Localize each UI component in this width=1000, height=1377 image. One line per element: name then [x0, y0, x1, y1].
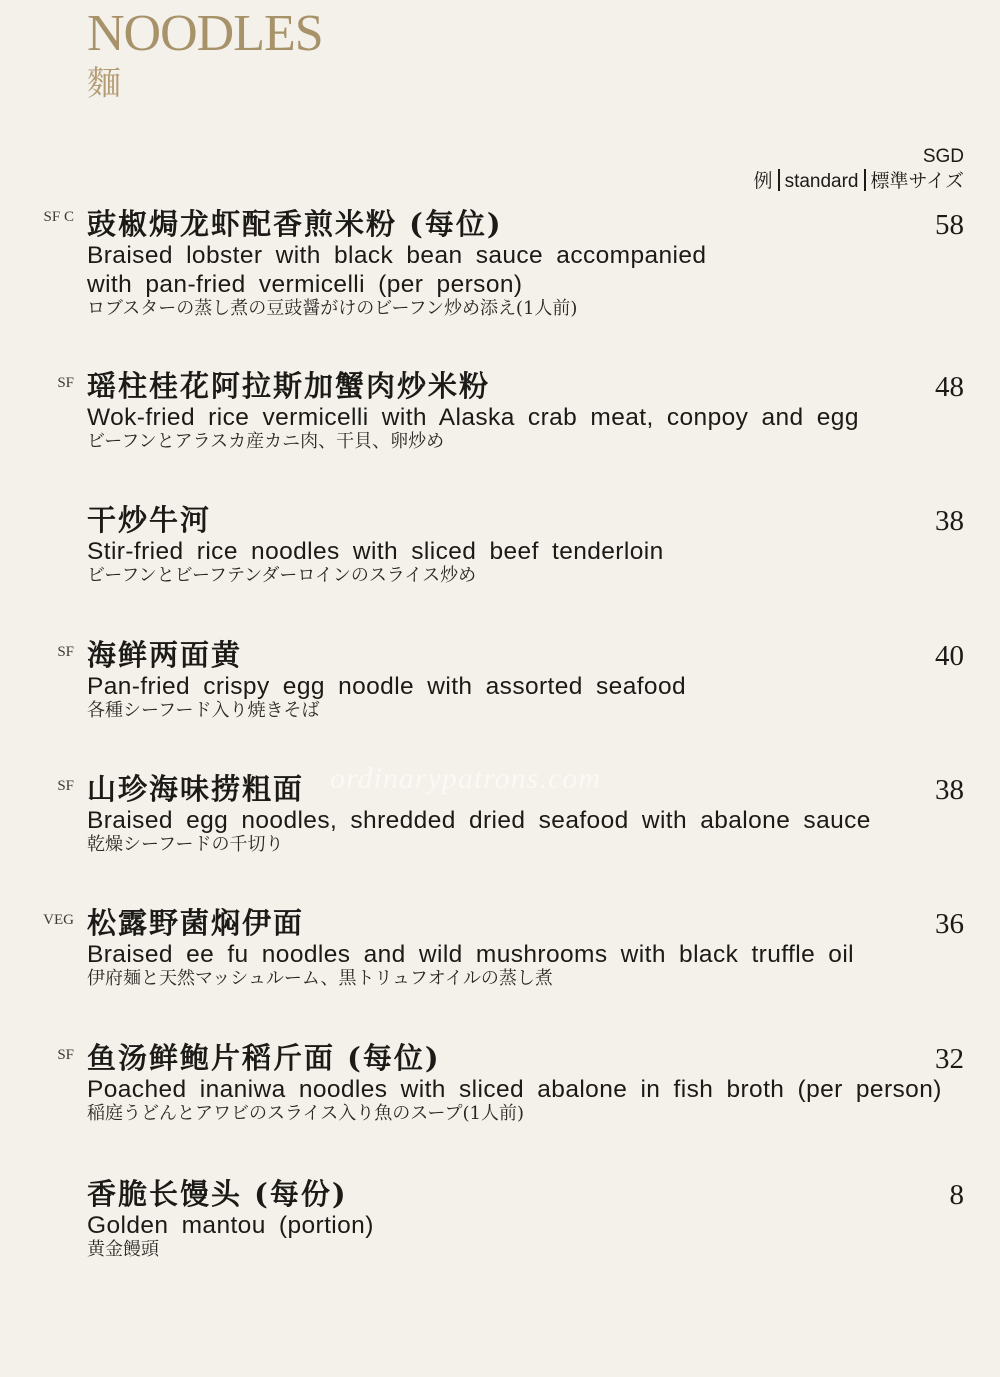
- dish-price: 38: [935, 505, 964, 537]
- dish-name-chinese: 松露野菌焖伊面: [87, 906, 305, 940]
- watermark: ordinarypatrons.com: [330, 762, 601, 795]
- dish-price: 36: [935, 908, 964, 940]
- dish-name-english: Braised egg noodles, shredded dried seafood with abalone sauce: [87, 807, 871, 834]
- dish-name-japanese: ビーフンとビーフテンダーロインのスライス炒め: [87, 565, 477, 586]
- dish-name-chinese: 海鲜两面黄: [87, 638, 243, 672]
- dietary-tag: VEG: [43, 912, 74, 928]
- menu-item: [0, 638, 1000, 763]
- dish-price: 32: [935, 1043, 964, 1075]
- dish-name-japanese: 各種シーフード入り焼きそば: [87, 700, 320, 721]
- menu-item: [0, 207, 1000, 332]
- portion-label-english: standard: [784, 171, 859, 192]
- menu-item: [0, 503, 1000, 628]
- dietary-tag: SF: [57, 778, 74, 794]
- dish-price: 38: [935, 774, 964, 806]
- dietary-tag: SF C: [43, 209, 74, 225]
- menu-item: [0, 369, 1000, 494]
- dish-name-chinese: 山珍海味捞粗面: [87, 772, 305, 806]
- dish-name-chinese: 鱼汤鲜鲍片稻斤面 (每位): [87, 1041, 441, 1075]
- portion-separator: [864, 169, 866, 191]
- dish-name-chinese: 香脆长馒头 (每份): [87, 1177, 348, 1211]
- dish-name-chinese: 干炒牛河: [87, 503, 212, 537]
- dish-price: 40: [935, 640, 964, 672]
- dish-name-english: Golden mantou (portion): [87, 1212, 374, 1239]
- dish-name-english: Stir-fried rice noodles with sliced beef tenderloin: [87, 538, 664, 565]
- dish-price: 8: [949, 1179, 964, 1211]
- dish-name-chinese: 豉椒焗龙虾配香煎米粉 (每位): [87, 207, 503, 241]
- dish-name-english: Braised ee fu noodles and wild mushrooms with black truffle oil: [87, 941, 855, 968]
- dish-name-japanese: 稲庭うどんとアワビのスライス入り魚のスープ(1人前): [87, 1103, 524, 1124]
- dish-name-english: Braised lobster with black bean sauce accompanied with pan-fried vermicelli (per person): [87, 242, 707, 298]
- portion-size-header: [754, 169, 964, 193]
- dietary-tag: SF: [57, 1047, 74, 1063]
- dish-name-japanese: 伊府麺と天然マッシュルーム、黒トリュフオイルの蒸し煮: [87, 968, 553, 989]
- dietary-tag: SF: [57, 375, 74, 391]
- menu-item: [0, 906, 1000, 1031]
- currency-label: SGD: [922, 146, 964, 167]
- portion-label-chinese: 例: [753, 171, 773, 192]
- portion-separator: [778, 169, 780, 191]
- dish-name-japanese: ロブスターの蒸し煮の豆豉醤がけのビーフン炒め添え(1人前): [87, 298, 578, 319]
- dietary-tag: SF: [57, 644, 74, 660]
- dish-name-chinese: 瑶柱桂花阿拉斯加蟹肉炒米粉: [87, 369, 491, 403]
- menu-item: [0, 1041, 1000, 1166]
- portion-label-japanese: 標準サイズ: [870, 171, 964, 192]
- menu-item: [0, 1177, 1000, 1302]
- dish-name-japanese: ビーフンとアラスカ産カニ肉、干貝、卵炒め: [87, 431, 445, 452]
- dish-price: 48: [935, 371, 964, 403]
- dish-name-japanese: 乾燥シーフードの千切り: [87, 834, 284, 855]
- dish-name-japanese: 黄金饅頭: [87, 1239, 159, 1260]
- section-title-chinese: 麵: [87, 64, 121, 104]
- dish-name-english: Poached inaniwa noodles with sliced abalone in fish broth (per person): [87, 1076, 942, 1103]
- dish-name-english: Pan-fried crispy egg noodle with assorted seafood: [87, 673, 687, 700]
- dish-name-english: Wok-fried rice vermicelli with Alaska crab meat, conpoy and egg: [87, 404, 859, 431]
- section-title: NOODLES: [87, 5, 323, 62]
- dish-price: 58: [935, 209, 964, 241]
